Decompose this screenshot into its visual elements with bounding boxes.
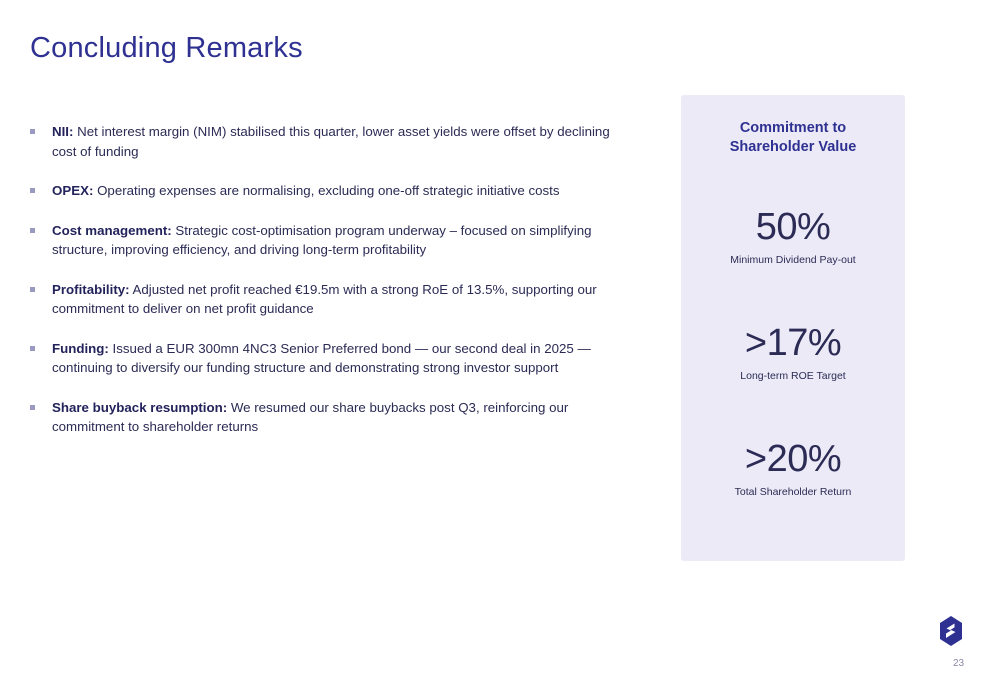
list-item (30, 339, 630, 378)
bullet-text (52, 339, 630, 378)
panel-title-line-2: Shareholder Value (729, 139, 857, 155)
bullet-body: Operating expenses are normalising, excluding one-off strategic initiative costs (93, 183, 560, 198)
stat-label: Minimum Dividend Pay-out (730, 254, 856, 266)
bullet-text (52, 398, 630, 437)
list-item (30, 221, 630, 260)
stat-dividend-payout (681, 205, 905, 266)
list-item (30, 122, 630, 161)
bullet-square-icon (30, 398, 52, 412)
panel-title (681, 119, 905, 157)
list-item (30, 280, 630, 319)
bullet-body: Adjusted net profit reached €19.5m with a strong RoE of 13.5%, supporting our commitment to deliver on net profit guidance (52, 281, 597, 316)
bullet-body: We resumed our share buybacks post Q3, reinforcing our commitment to shareholder returns (52, 399, 569, 434)
bullet-square-icon (30, 339, 52, 353)
stat-value: 50% (755, 206, 831, 248)
bullet-list (30, 122, 630, 457)
bullet-lead: OPEX: (52, 183, 94, 198)
bullet-lead: Share buyback resumption: (52, 399, 228, 415)
bullet-square-icon (30, 122, 52, 136)
page-title: Concluding Remarks (30, 32, 303, 64)
bullet-square-icon (30, 280, 52, 294)
bullet-text (52, 280, 630, 319)
bullet-lead: Profitability: (52, 281, 130, 297)
bullet-body: Strategic cost-optimisation program underway – focused on simplifying structure, improving efficiency, and driving long-term profitability (52, 222, 592, 257)
bullet-lead: NII: (52, 124, 74, 139)
bullet-body: Issued a EUR 300mn 4NC3 Senior Preferred bond — our second deal in 2025 — continuing to diversify our funding structure and demonstrating strong investor support (52, 340, 591, 375)
bullet-lead: Funding: (52, 340, 109, 356)
stat-total-shareholder-return (681, 437, 905, 498)
stat-label: Long-term ROE Target (740, 370, 846, 382)
company-logo-icon (934, 614, 968, 648)
stat-roe-target (681, 321, 905, 382)
panel-title-line-1: Commitment to (739, 120, 847, 136)
bullet-text (52, 122, 630, 161)
bullet-square-icon (30, 221, 52, 235)
bullet-body: Net interest margin (NIM) stabilised this quarter, lower asset yields were offset by declining cost of funding (52, 124, 610, 159)
list-item (30, 398, 630, 437)
shareholder-value-panel (681, 95, 905, 561)
bullet-square-icon (30, 181, 52, 195)
bullet-text (52, 181, 630, 201)
stat-value: >20% (744, 438, 842, 480)
page-number: 23 (953, 658, 965, 669)
stat-value: >17% (744, 322, 842, 364)
bullet-text (52, 221, 630, 260)
bullet-lead: Cost management: (52, 222, 172, 238)
list-item (30, 181, 630, 201)
stat-label: Total Shareholder Return (734, 486, 852, 498)
